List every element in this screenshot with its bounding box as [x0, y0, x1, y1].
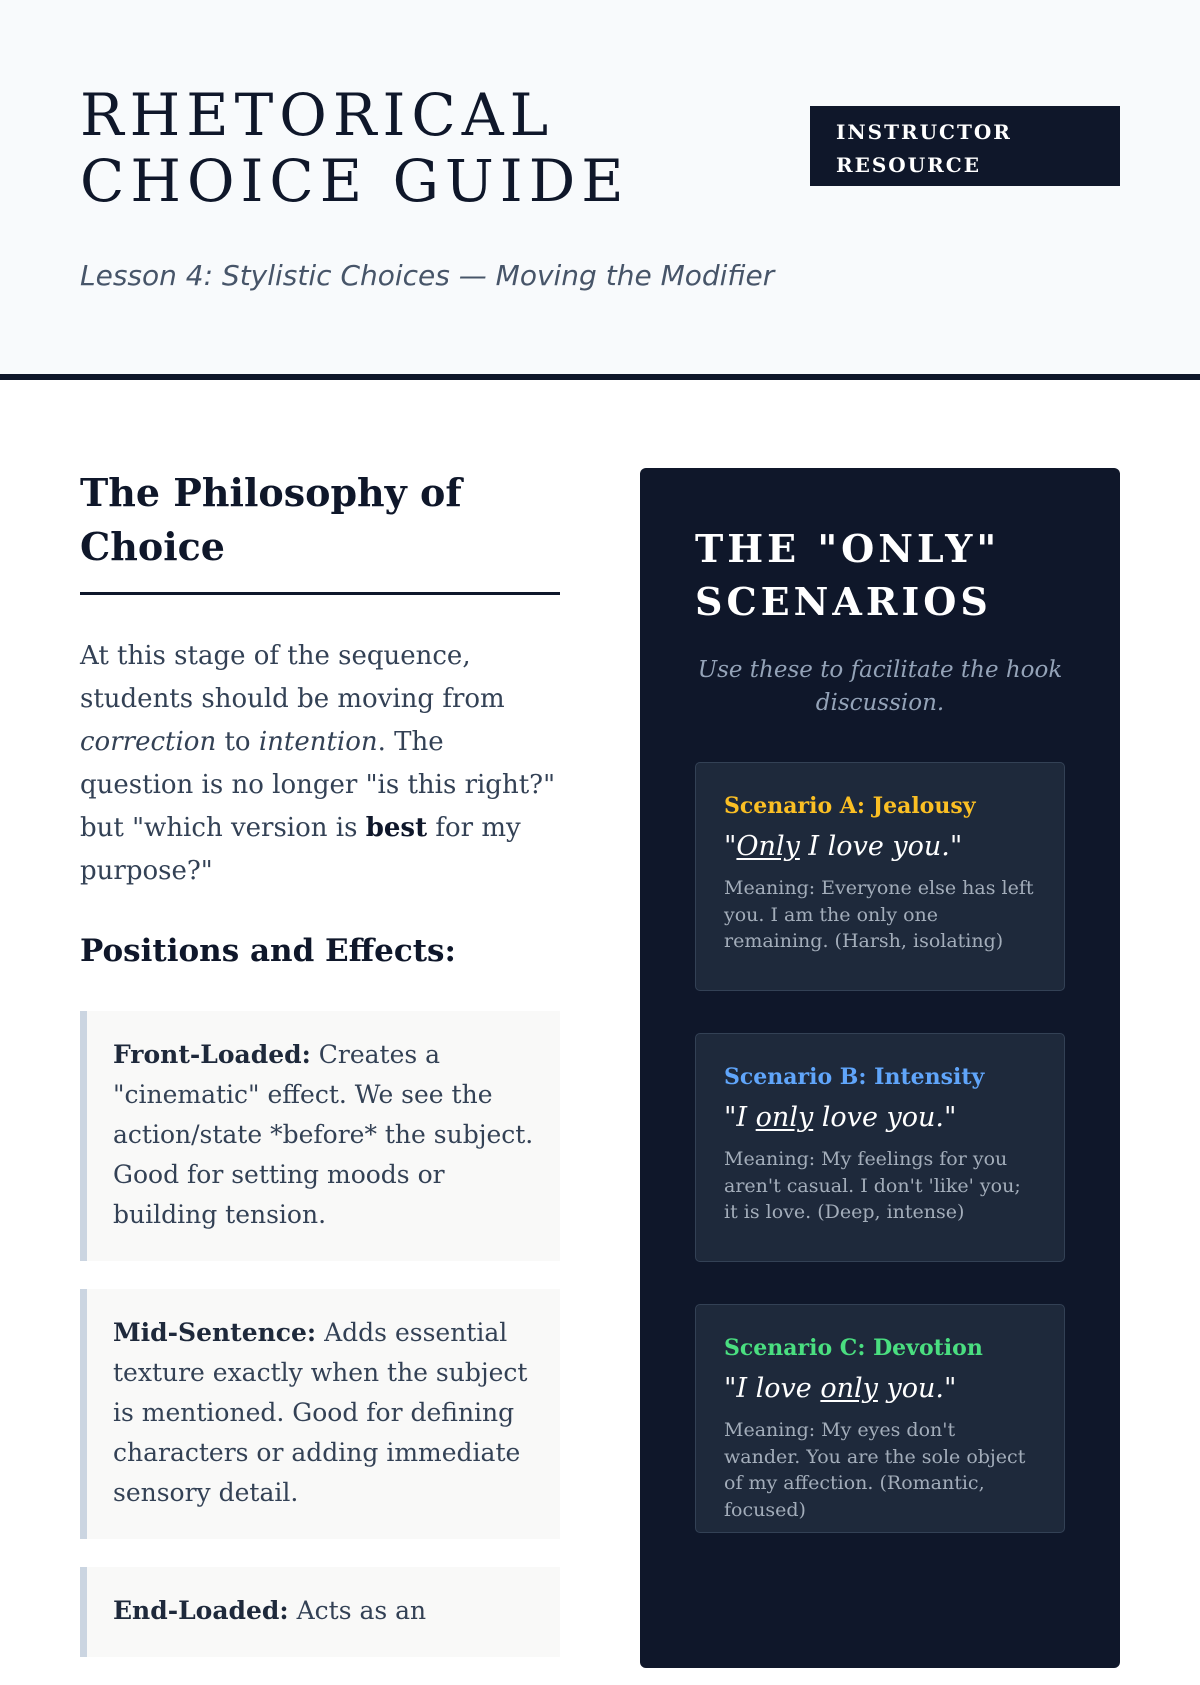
- scenario-meaning: Meaning: My eyes don't wander. You are the sole object of my affection. (Romantic, focused): [724, 1419, 1026, 1521]
- effect-end-loaded: [80, 1567, 560, 1657]
- intro-emphasis-intention: intention: [258, 727, 378, 757]
- effect-mid-sentence: [80, 1289, 560, 1539]
- intro-strong-best: best: [365, 813, 428, 843]
- effect-term: End-Loaded:: [113, 1596, 289, 1625]
- intro-paragraph: [80, 635, 560, 893]
- scenario-quote: [724, 1371, 1036, 1407]
- effect-description: Acts as an: [288, 1596, 427, 1625]
- intro-text-4: for my purpose?": [80, 813, 521, 886]
- scenario-label: Scenario C: Devotion: [724, 1335, 983, 1361]
- scenario-meaning: Meaning: My feelings for you aren't casual. I don't 'like' you; it is love. (Deep, intense): [724, 1148, 1021, 1223]
- positions-title: Positions and Effects:: [80, 933, 456, 969]
- effect-description: Adds essential texture exactly when the subject is mentioned. Good for defining characters or adding immediate sensory detail.: [113, 1318, 528, 1507]
- effect-front-loaded: [80, 1011, 560, 1261]
- lesson-subtitle: Lesson 4: Stylistic Choices — Moving the Modifier: [80, 259, 775, 292]
- effects-list: [80, 1011, 560, 1657]
- scenario-card-intensity: [695, 1033, 1065, 1262]
- scenario-card-jealousy: [695, 762, 1065, 991]
- quote-text: "I love: [724, 1373, 821, 1404]
- scenario-meaning: Meaning: Everyone else has left you. I am the only one remaining. (Harsh, isolating): [724, 877, 1034, 952]
- scenario-quote: [724, 1100, 1036, 1136]
- quote-emphasis-only: only: [755, 1102, 814, 1133]
- section-title: The Philosophy of Choice: [80, 466, 560, 595]
- quote-text: "I: [724, 1102, 756, 1133]
- scenario-quote: [724, 829, 1036, 865]
- intro-text-2: to: [216, 727, 259, 757]
- scenario-card-devotion: [695, 1304, 1065, 1533]
- quote-text: I love you.": [799, 831, 963, 862]
- intro-text-3: . The question is no longer "is this right?" but "which version is: [80, 727, 556, 843]
- page-header: [0, 0, 1200, 380]
- scenario-label: Scenario A: Jealousy: [724, 793, 976, 819]
- effect-term: Front-Loaded:: [113, 1040, 311, 1069]
- effect-term: Mid-Sentence:: [113, 1318, 317, 1347]
- philosophy-section: [80, 466, 560, 1685]
- quote-text: you.": [877, 1373, 957, 1404]
- quote-emphasis-only: Only: [736, 831, 800, 862]
- quote-text: ": [724, 831, 737, 862]
- intro-emphasis-correction: correction: [80, 727, 217, 757]
- scenarios-panel-title: THE "ONLY" SCENARIOS: [695, 526, 1001, 624]
- scenarios-panel: [640, 468, 1120, 1668]
- instructor-resource-badge: INSTRUCTOR RESOURCE: [810, 106, 1120, 186]
- page-title: RHETORICAL CHOICE GUIDE: [80, 81, 630, 215]
- scenario-label: Scenario B: Intensity: [724, 1064, 985, 1090]
- effect-description: Creates a "cinematic" effect. We see the action/state *before* the subject. Good for setting moods or building tension.: [113, 1040, 534, 1229]
- quote-emphasis-only: only: [820, 1373, 878, 1404]
- quote-text: love you.": [813, 1102, 957, 1133]
- intro-text-1: At this stage of the sequence, students should be moving from: [80, 641, 505, 714]
- scenarios-panel-note: Use these to facilitate the hook discussion.: [697, 657, 1063, 716]
